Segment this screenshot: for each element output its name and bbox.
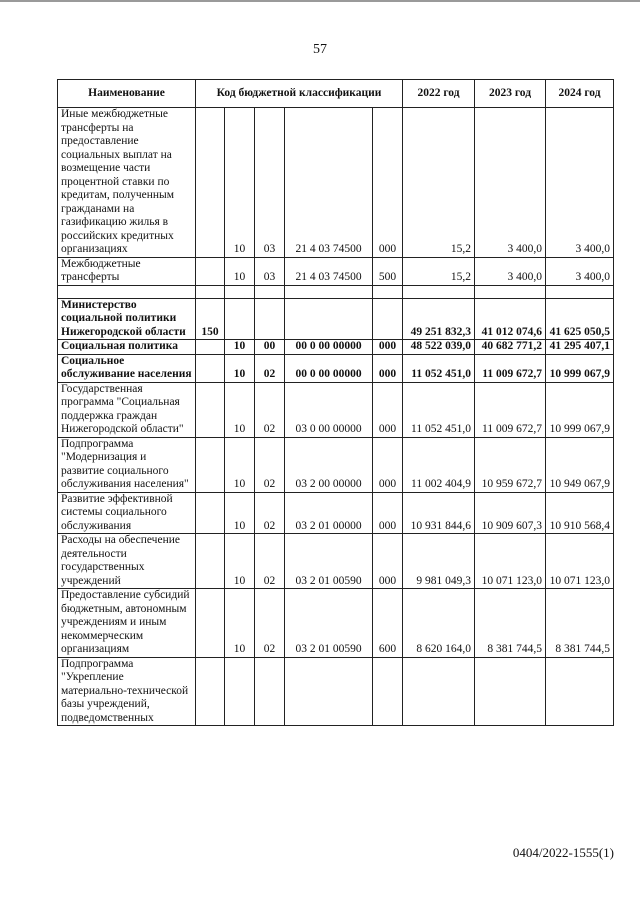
top-edge-line bbox=[0, 0, 640, 2]
header-2023: 2023 год bbox=[475, 80, 546, 108]
page-number: 57 bbox=[313, 42, 327, 57]
cell-2023: 11 009 672,7 bbox=[475, 354, 546, 382]
cell-2023: 10 909 607,3 bbox=[475, 492, 546, 534]
cell-2023: 41 012 074,6 bbox=[475, 298, 546, 340]
cell-csr bbox=[285, 657, 373, 726]
cell-2023: 3 400,0 bbox=[475, 108, 546, 258]
cell-podrazdel: 02 bbox=[255, 437, 285, 492]
cell-csr bbox=[285, 285, 373, 298]
cell-2024 bbox=[546, 285, 614, 298]
cell-name: Министерство социальной политики Нижегородской области bbox=[58, 298, 196, 340]
cell-2022 bbox=[403, 657, 475, 726]
cell-2023 bbox=[475, 285, 546, 298]
cell-2023: 10 959 672,7 bbox=[475, 437, 546, 492]
table-header-row bbox=[58, 80, 614, 108]
cell-razdel: 10 bbox=[225, 589, 255, 658]
cell-2024: 10 949 067,9 bbox=[546, 437, 614, 492]
cell-vr bbox=[373, 298, 403, 340]
cell-razdel bbox=[225, 657, 255, 726]
cell-2023: 8 381 744,5 bbox=[475, 589, 546, 658]
cell-vr: 000 bbox=[373, 354, 403, 382]
cell-csr: 21 4 03 74500 bbox=[285, 108, 373, 258]
cell-vr: 000 bbox=[373, 534, 403, 589]
cell-grbs bbox=[196, 589, 225, 658]
cell-2022: 8 620 164,0 bbox=[403, 589, 475, 658]
cell-razdel: 10 bbox=[225, 534, 255, 589]
table-row bbox=[58, 382, 614, 437]
cell-razdel: 10 bbox=[225, 257, 255, 285]
cell-razdel: 10 bbox=[225, 492, 255, 534]
cell-razdel: 10 bbox=[225, 382, 255, 437]
cell-2024: 41 625 050,5 bbox=[546, 298, 614, 340]
spacer-row bbox=[58, 285, 614, 298]
cell-vr: 600 bbox=[373, 589, 403, 658]
table-row bbox=[58, 257, 614, 285]
cell-2022: 49 251 832,3 bbox=[403, 298, 475, 340]
cell-2022: 9 981 049,3 bbox=[403, 534, 475, 589]
cell-podrazdel: 02 bbox=[255, 589, 285, 658]
cell-2024: 3 400,0 bbox=[546, 108, 614, 258]
cell-razdel: 10 bbox=[225, 340, 255, 355]
cell-podrazdel: 02 bbox=[255, 354, 285, 382]
cell-name: Межбюджетные трансферты bbox=[58, 257, 196, 285]
cell-grbs bbox=[196, 534, 225, 589]
cell-name: Социальная политика bbox=[58, 340, 196, 355]
cell-grbs bbox=[196, 354, 225, 382]
cell-csr: 00 0 00 00000 bbox=[285, 340, 373, 355]
cell-name: Подпрограмма "Укрепление материально-технической базы учреждений, подведомственных bbox=[58, 657, 196, 726]
cell-2022: 10 931 844,6 bbox=[403, 492, 475, 534]
cell-podrazdel: 03 bbox=[255, 108, 285, 258]
cell-razdel: 10 bbox=[225, 354, 255, 382]
cell-grbs bbox=[196, 437, 225, 492]
cell-vr: 000 bbox=[373, 340, 403, 355]
header-2022: 2022 год bbox=[403, 80, 475, 108]
cell-grbs bbox=[196, 285, 225, 298]
cell-vr: 000 bbox=[373, 492, 403, 534]
table-row bbox=[58, 108, 614, 258]
cell-grbs bbox=[196, 492, 225, 534]
cell-2024: 41 295 407,1 bbox=[546, 340, 614, 355]
cell-vr: 500 bbox=[373, 257, 403, 285]
cell-2024: 10 999 067,9 bbox=[546, 354, 614, 382]
cell-2022: 15,2 bbox=[403, 108, 475, 258]
cell-grbs bbox=[196, 382, 225, 437]
table-row bbox=[58, 492, 614, 534]
cell-name: Государственная программа "Социальная поддержка граждан Нижегородской области" bbox=[58, 382, 196, 437]
table-row bbox=[58, 298, 614, 340]
cell-vr bbox=[373, 657, 403, 726]
cell-2024: 10 999 067,9 bbox=[546, 382, 614, 437]
cell-csr: 21 4 03 74500 bbox=[285, 257, 373, 285]
cell-2022: 48 522 039,0 bbox=[403, 340, 475, 355]
cell-name: Подпрограмма "Модернизация и развитие социального обслуживания населения" bbox=[58, 437, 196, 492]
cell-2023: 3 400,0 bbox=[475, 257, 546, 285]
cell-csr: 03 0 00 00000 bbox=[285, 382, 373, 437]
cell-2024: 10 071 123,0 bbox=[546, 534, 614, 589]
cell-2022: 11 052 451,0 bbox=[403, 382, 475, 437]
cell-csr bbox=[285, 298, 373, 340]
cell-name bbox=[58, 285, 196, 298]
cell-name: Предоставление субсидий бюджетным, автономным учреждениям и иным некоммерческим организациям bbox=[58, 589, 196, 658]
cell-csr: 03 2 01 00590 bbox=[285, 589, 373, 658]
cell-2023 bbox=[475, 657, 546, 726]
cell-razdel bbox=[225, 298, 255, 340]
cell-2023: 11 009 672,7 bbox=[475, 382, 546, 437]
cell-podrazdel: 02 bbox=[255, 534, 285, 589]
cell-podrazdel bbox=[255, 657, 285, 726]
cell-csr: 03 2 00 00000 bbox=[285, 437, 373, 492]
cell-podrazdel bbox=[255, 298, 285, 340]
cell-2023: 40 682 771,2 bbox=[475, 340, 546, 355]
budget-table bbox=[57, 79, 614, 726]
cell-name: Развитие эффективной системы социального обслуживания bbox=[58, 492, 196, 534]
cell-csr: 03 2 01 00590 bbox=[285, 534, 373, 589]
cell-vr bbox=[373, 285, 403, 298]
table-row bbox=[58, 534, 614, 589]
cell-name: Социальное обслуживание населения bbox=[58, 354, 196, 382]
cell-grbs bbox=[196, 340, 225, 355]
cell-2024: 3 400,0 bbox=[546, 257, 614, 285]
cell-2022: 11 052 451,0 bbox=[403, 354, 475, 382]
cell-2022: 11 002 404,9 bbox=[403, 437, 475, 492]
cell-podrazdel: 00 bbox=[255, 340, 285, 355]
header-2024: 2024 год bbox=[546, 80, 614, 108]
document-code: 0404/2022-1555(1) bbox=[512, 845, 614, 860]
cell-2023: 10 071 123,0 bbox=[475, 534, 546, 589]
table-row bbox=[58, 437, 614, 492]
table-row bbox=[58, 589, 614, 658]
header-name: Наименование bbox=[58, 80, 196, 108]
cell-razdel: 10 bbox=[225, 437, 255, 492]
cell-razdel bbox=[225, 285, 255, 298]
table-row bbox=[58, 354, 614, 382]
cell-csr: 03 2 01 00000 bbox=[285, 492, 373, 534]
cell-podrazdel: 02 bbox=[255, 492, 285, 534]
cell-vr: 000 bbox=[373, 108, 403, 258]
cell-grbs: 150 bbox=[196, 298, 225, 340]
cell-grbs bbox=[196, 257, 225, 285]
cell-2022: 15,2 bbox=[403, 257, 475, 285]
cell-razdel: 10 bbox=[225, 108, 255, 258]
cell-name: Иные межбюджетные трансферты на предоставление социальных выплат на возмещение части процентной ставки по кредитам, полученным гражданами на газификацию жилья в российских кредитных организациях bbox=[58, 108, 196, 258]
cell-podrazdel: 03 bbox=[255, 257, 285, 285]
table-row bbox=[58, 657, 614, 726]
table-body bbox=[58, 108, 614, 726]
cell-csr: 00 0 00 00000 bbox=[285, 354, 373, 382]
cell-vr: 000 bbox=[373, 382, 403, 437]
header-code: Код бюджетной классификации bbox=[196, 80, 403, 108]
cell-vr: 000 bbox=[373, 437, 403, 492]
cell-2022 bbox=[403, 285, 475, 298]
cell-podrazdel: 02 bbox=[255, 382, 285, 437]
cell-grbs bbox=[196, 108, 225, 258]
table-row bbox=[58, 340, 614, 355]
cell-2024: 8 381 744,5 bbox=[546, 589, 614, 658]
cell-2024: 10 910 568,4 bbox=[546, 492, 614, 534]
cell-podrazdel bbox=[255, 285, 285, 298]
cell-name: Расходы на обеспечение деятельности государственных учреждений bbox=[58, 534, 196, 589]
cell-grbs bbox=[196, 657, 225, 726]
cell-2024 bbox=[546, 657, 614, 726]
